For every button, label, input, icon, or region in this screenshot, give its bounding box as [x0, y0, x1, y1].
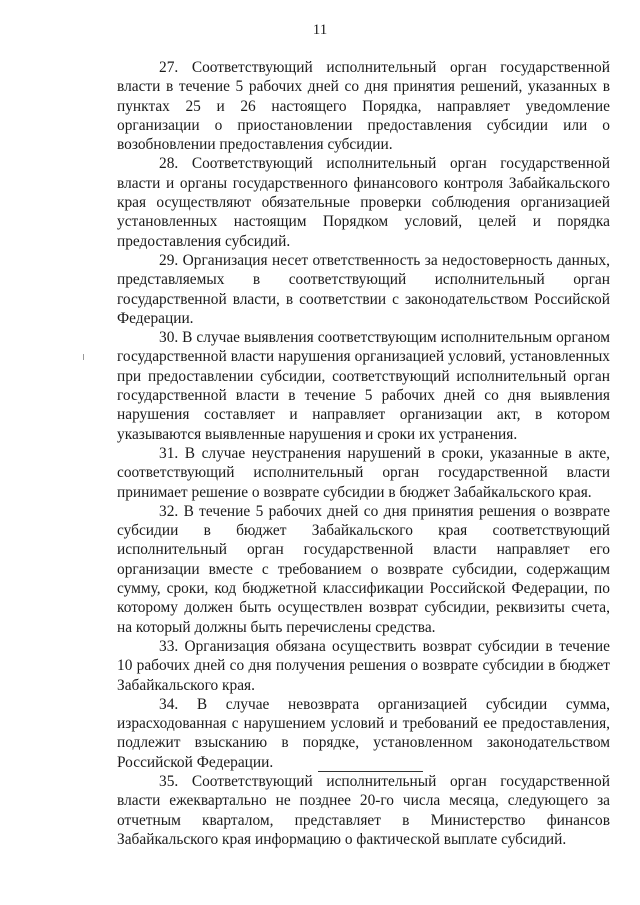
paragraph-30: 30. В случае выявления соответствующим исполнительным органом государственной власти нарушения организацией условий, установленных при предоставлении субсидии, соответствующий исполнительный орган государственной власти в течение 5 рабочих дней со дня выявления нарушения составляет и направляет организации акт, в котором указываются выявленные нарушения и сроки их устранения.: [117, 329, 610, 443]
paragraph-31: 31. В случае неустранения нарушений в сроки, указанные в акте, соответствующий исполнительный орган государственной власти принимает решение о возврате субсидии в бюджет Забайкальского края.: [117, 444, 610, 501]
paragraph-28: 28. Соответствующий исполнительный орган государственной власти и органы государственного финансового контроля Забайкальского края осуществляют обязательные проверки соблюдения организацией установленных настоящим Порядком условий, целей и порядка предоставления субсидий.: [117, 155, 610, 250]
closing-divider: [318, 771, 423, 772]
paragraph-34: 34. В случае невозврата организацией субсидии сумма, израсходованная с нарушением условий и требований ее предоставления, подлежит взысканию в порядке, установленном законодательством Российской Федерации.: [117, 695, 610, 771]
paragraph-33: 33. Организация обязана осуществить возврат субсидии в течение 10 рабочих дней со дня получения решения о возврате субсидии в бюджет Забайкальского края.: [117, 637, 610, 694]
paragraph-27: 27. Соответствующий исполнительный орган государственной власти в течение 5 рабочих дней со дня принятия решений, указанных в пунктах 25 и 26 настоящего Порядка, направляет уведомление организации о приостановлении предоставления субсидии или о возобновлении предоставления субсидии.: [117, 59, 610, 154]
document-body: [117, 58, 610, 849]
paragraph-32: 32. В течение 5 рабочих дней со дня принятия решения о возврате субсидии в бюджет Забайкальского края соответствующий исполнительный орган государственной власти направляет его организации вместе с требованием о возврате субсидии, содержащим сумму, сроки, код бюджетной классификации Российской Федерации, по которому должен быть осуществлен возврат субсидии, реквизиты счета, на который должны быть перечислены средства.: [117, 502, 610, 636]
paragraph-35: 35. Соответствующий исполнительный орган государственной власти ежеквартально не позднее 20-го числа месяца, следующего за отчетным кварталом, представляет в Министерство финансов Забайкальского края информацию о фактической выплате субсидий.: [117, 772, 610, 848]
paragraph-29: 29. Организация несет ответственность за недостоверность данных, представляемых в соответствующий исполнительный орган государственной власти, в соответствии с законодательством Российской Федерации.: [117, 251, 610, 327]
page-number: 11: [312, 22, 328, 38]
margin-mark: [83, 354, 84, 360]
